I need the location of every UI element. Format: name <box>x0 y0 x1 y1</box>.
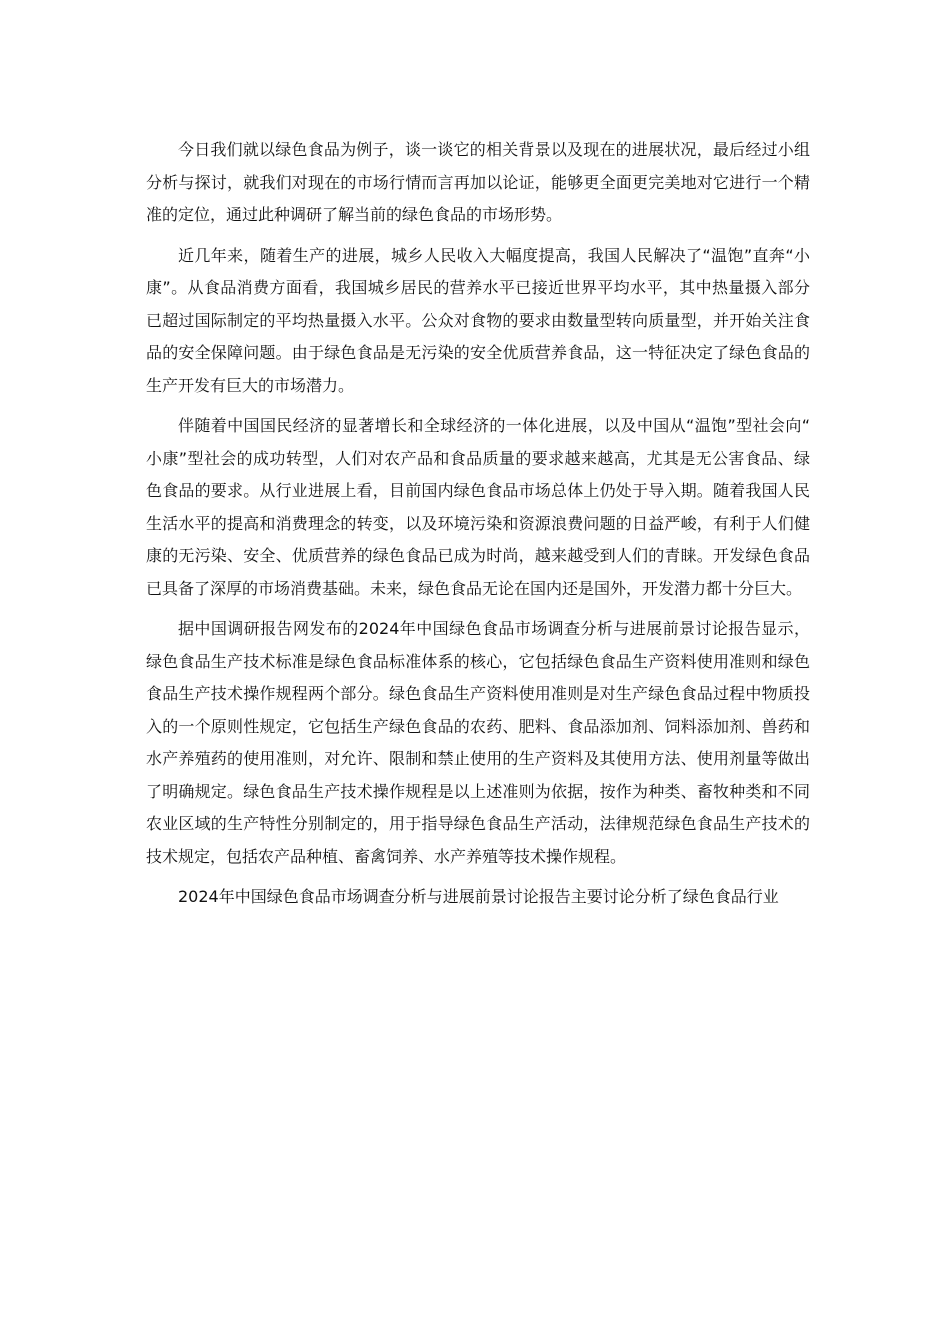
paragraph: 近几年来，随着生产的进展，城乡人民收入大幅度提高，我国人民解决了“温饱”直奔“小康”。从食品消费方面看，我国城乡居民的营养水平已接近世界平均水平，其中热量摄入部分已超过国际制定的平均热量摄入水平。公众对食物的要求由数量型转向质量型，并开始关注食品的安全保障问题。由于绿色食品是无污染的安全优质营养食品，这一特征决定了绿色食品的生产开发有巨大的市场潜力。 <box>146 245 810 395</box>
paragraph: 伴随着中国国民经济的显著增长和全球经济的一体化进展，以及中国从“温饱”型社会向“小康”型社会的成功转型，人们对农产品和食品质量的要求越来越高，尤其是无公害食品、绿色食品的要求。从行业进展上看，目前国内绿色食品市场总体上仍处于导入期。随着我国人民生活水平的提高和消费理念的转变，以及环境污染和资源浪费问题的日益严峻，有利于人们健康的无污染、安全、优质营养的绿色食品已成为时尚，越来越受到人们的青睐。开发绿色食品已具备了深厚的市场消费基础。未来，绿色食品无论在国内还是国外，开发潜力都十分巨大。 <box>146 416 810 598</box>
paragraph: 2024年中国绿色食品市场调查分析与进展前景讨论报告主要讨论分析了绿色食品行业 <box>178 887 779 906</box>
paragraph: 今日我们就以绿色食品为例子，谈一谈它的相关背景以及现在的进展状况，最后经过小组分析与探讨，就我们对现在的市场行情而言再加以论证，能够更全面更完美地对它进行一个精准的定位，通过此种调研了解当前的绿色食品的市场形势。 <box>146 140 810 224</box>
document-body <box>146 134 810 922</box>
paragraph: 据中国调研报告网发布的2024年中国绿色食品市场调查分析与进展前景讨论报告显示，绿色食品生产技术标准是绿色食品标准体系的核心，它包括绿色食品生产资料使用准则和绿色食品生产技术操作规程两个部分。绿色食品生产资料使用准则是对生产绿色食品过程中物质投入的一个原则性规定，它包括生产绿色食品的农药、肥料、食品添加剂、饲料添加剂、兽药和水产养殖药的使用准则，对允许、限制和禁止使用的生产资料及其使用方法、使用剂量等做出了明确规定。绿色食品生产技术操作规程是以上述准则为依据，按作为种类、畜牧种类和不同农业区域的生产特性分别制定的，用于指导绿色食品生产活动，法律规范绿色食品生产技术的技术规定，包括农产品种植、畜禽饲养、水产养殖等技术操作规程。 <box>146 619 810 866</box>
